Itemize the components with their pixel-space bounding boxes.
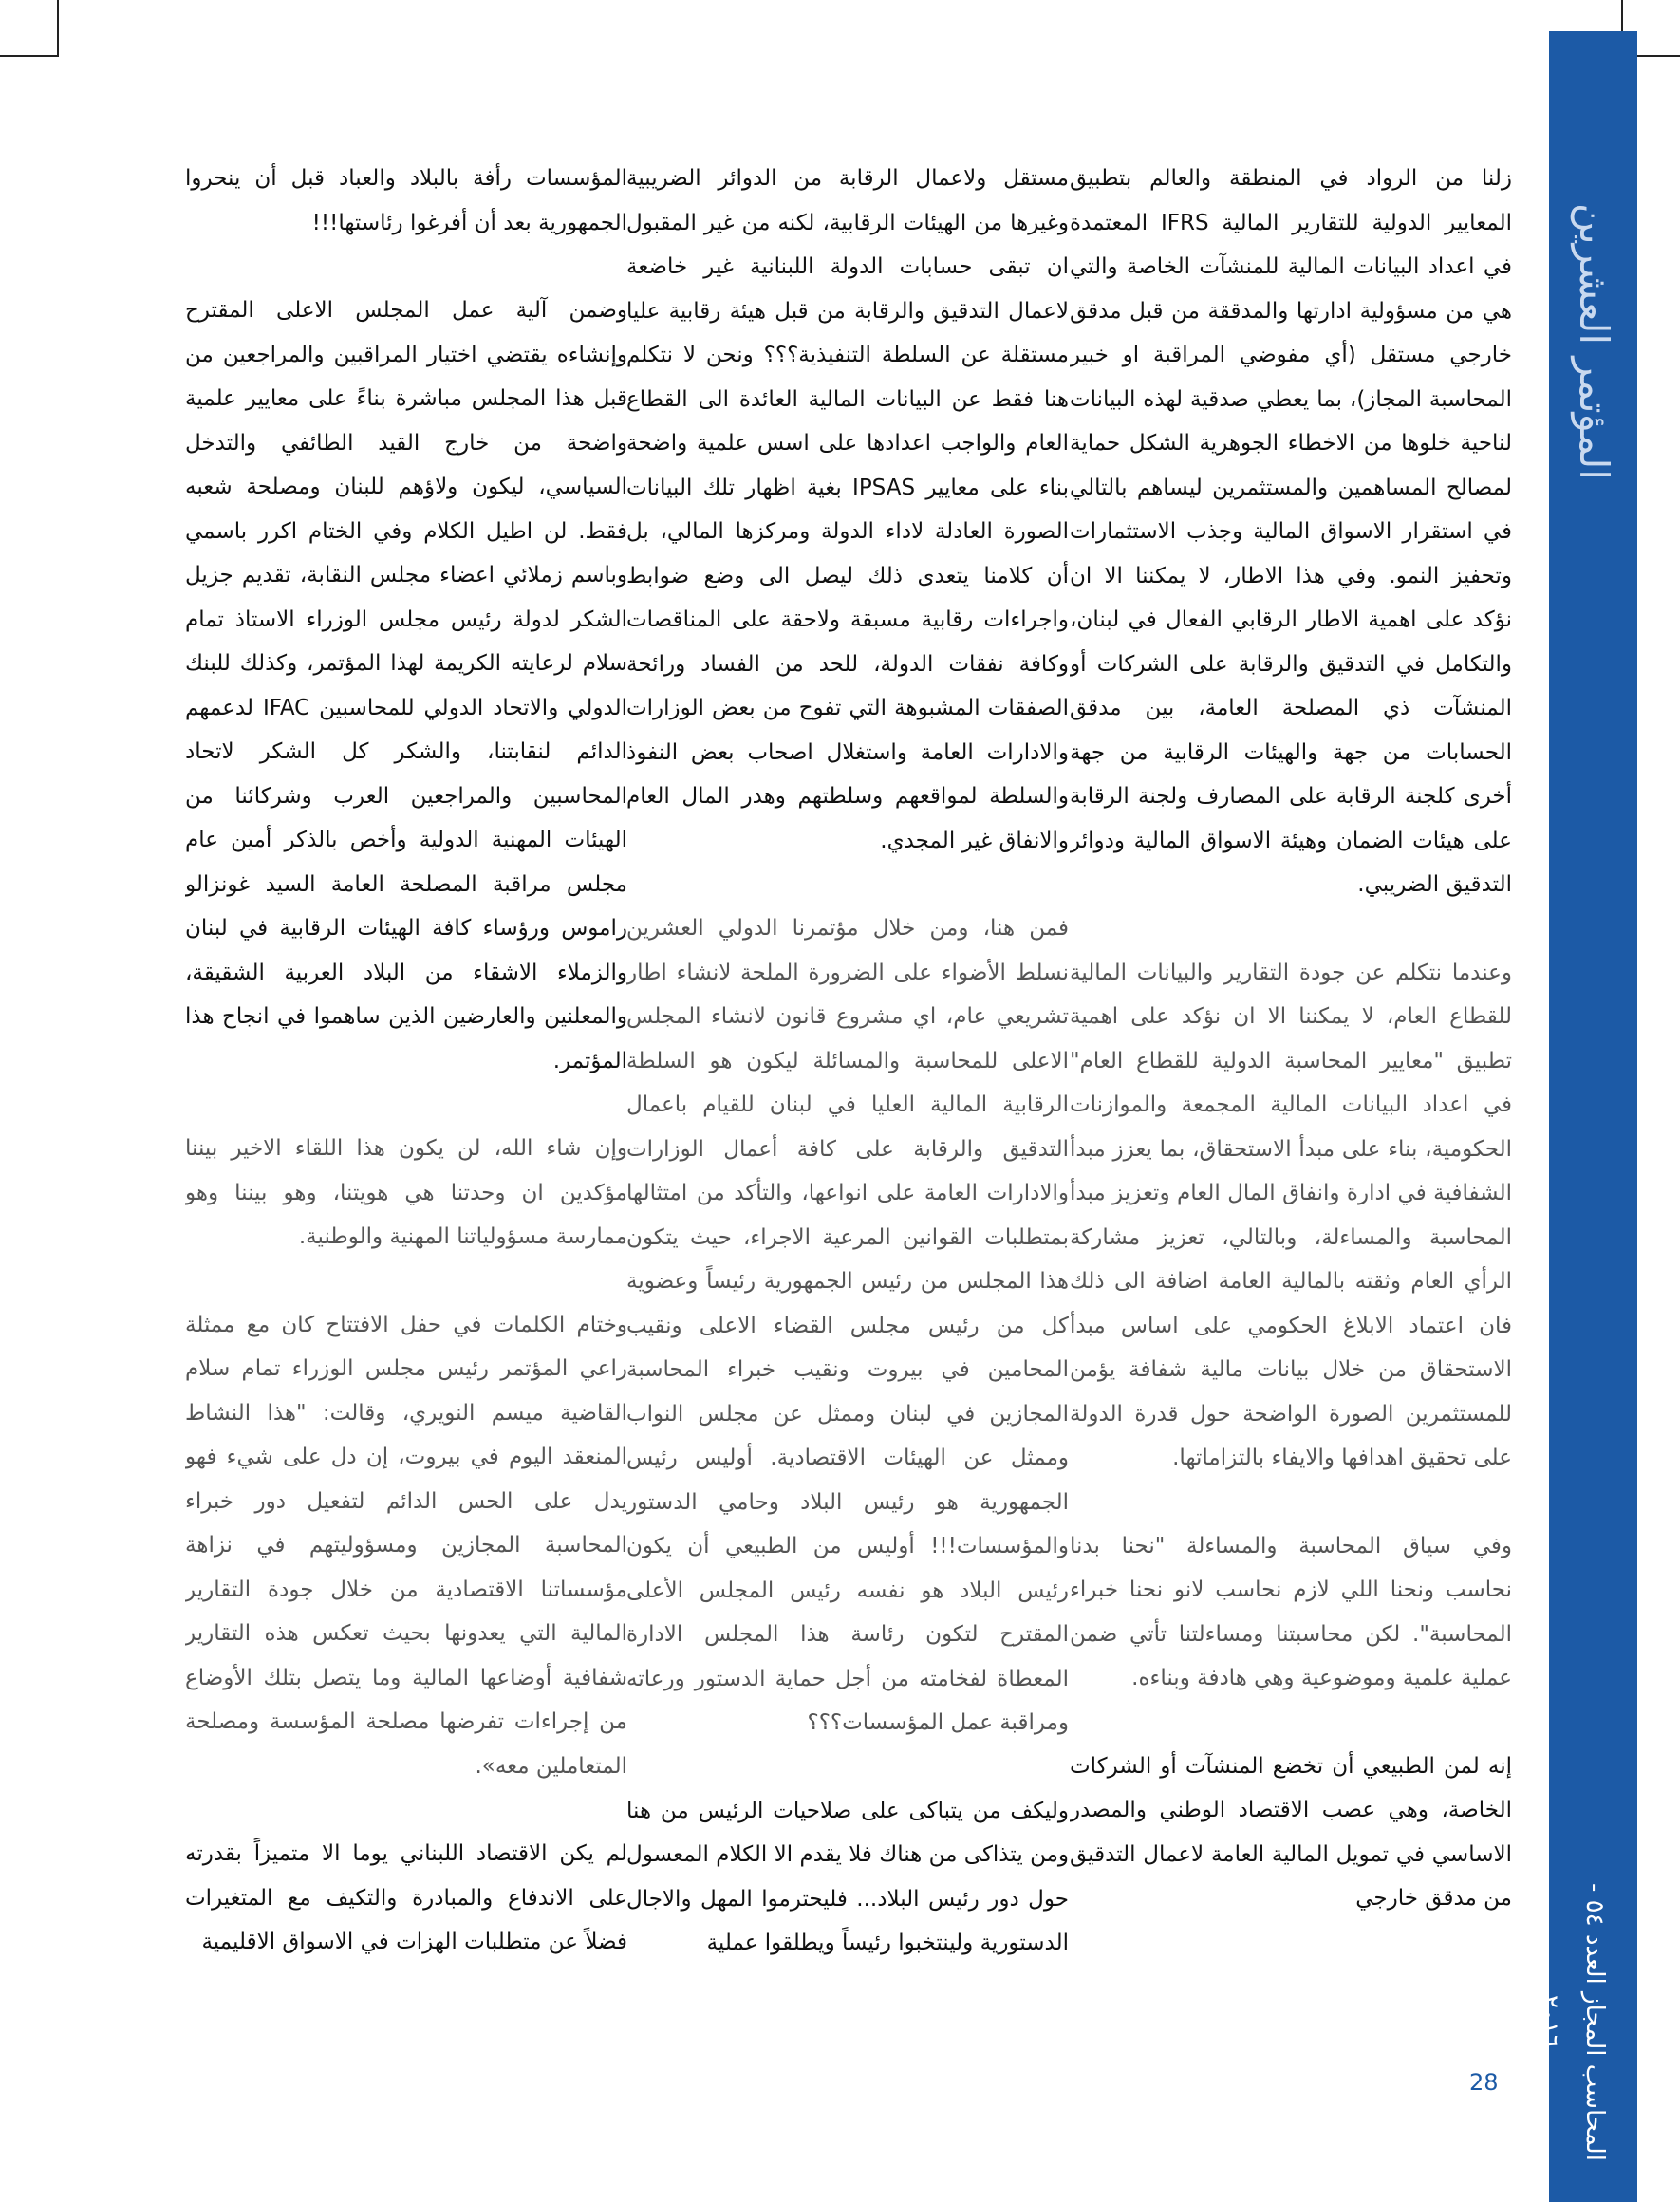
paragraph: مستقل ولاعمال الرقابة من الدوائر الضريبية وغيرها من الهيئات الرقابية، لكنه من غير المقبول ان تبقى حسابات الدولة اللبنانية غير خاضعة لاعمال التدقيق والرقابة من قبل هيئة رقابية عليا مستقلة عن السلطة التنفيذية؟؟؟ ونحن لا نتكلم هنا فقط عن البيانات المالية العائدة الى القطاع العام والواجب اعدادها على اسس علمية واضحة بناء على معايير IPSAS بغية اظهار تلك البيانات الصورة العادلة لاداء الدولة ومركزها المالي، بل أن كلامنا يتعدى ذلك ليصل الى وضع ضوابط واجراءات رقابية مسبقة ولاحقة على المناقصات وكافة نفقات الدولة، للحد من الفساد ورائحة الصفقات المشبوهة التي تفوح من بعض الوزارات والادارات العامة واستغلال اصحاب بعض النفوذ والسلطة لمواقعهم وسلطتهم وهدر المال العام والانفاق غير المجدي. bbox=[626, 166, 1069, 853]
paragraph: وضمن آلية عمل المجلس الاعلى المقترح وإنشاءه يقتضي اختيار المراقبين والمراجعين من قبل هذا المجلس مباشرة بناءً على معايير علمية واضحة من خارج القيد الطائفي والتدخل السياسي، ليكون ولاؤهم للبنان ومصلحة شعبه فقط. لن اطيل الكلام وفي الختام اكرر باسمي وباسم زملائي اعضاء مجلس النقابة، تقديم جزيل الشكر لدولة رئيس مجلس الوزراء الاستاذ تمام سلام لرعايته الكريمة لهذا المؤتمر، وكذلك للبنك الدولي والاتحاد الدولي للمحاسبين IFAC لدعمهم الدائم لنقابتنا، والشكر كل الشكر لاتحاد المحاسبين والمراجعين العرب وشركائنا من الهيئات المهنية الدولية وأخص بالذكر أمين عام مجلس مراقبة المصلحة العامة السيد غونزالو راموس ورؤساء كافة الهيئات الرقابية في لبنان والزملاء الاشقاء من البلاد العربية الشقيقة، والمعلنين والعارضين الذين ساهموا في انجاح هذا المؤتمر. bbox=[185, 298, 627, 1073]
crop-mark-top-right-v bbox=[1621, 0, 1623, 31]
page-number: 28 bbox=[1469, 2069, 1499, 2096]
paragraph: وفي سياق المحاسبة والمساءلة "نحنا بدنا نحاسب ونحنا اللي لازم نحاسب لانو نحنا خبراء المحاسبة". لكن محاسبتنا ومساءلتنا تأتي ضمن عملية علمية وموضوعية وهي هادفة وبناءه. bbox=[1070, 1533, 1512, 1690]
column-middle bbox=[626, 157, 1069, 2055]
crop-mark-top-left-v bbox=[57, 0, 59, 57]
crop-mark-top-left-h bbox=[0, 55, 57, 57]
paragraph: إنه لمن الطبيعي أن تخضع المنشآت أو الشركات الخاصة، وهي عصب الاقتصاد الوطني والمصدر الاساسي في تمويل المالية العامة لاعمال التدقيق من مدقق خارجي bbox=[1070, 1753, 1512, 1911]
paragraph: المؤسسات رأفة بالبلاد والعباد قبل أن ينحروا الجمهورية بعد أن أفرغوا رئاستها!!! bbox=[185, 166, 627, 235]
sidebar-title: المؤتمر العشرين bbox=[1571, 203, 1617, 480]
column-left bbox=[185, 157, 627, 2055]
paragraph: فمن هنا، ومن خلال مؤتمرنا الدولي العشرين نسلط الأضواء على الضرورة الملحة لانشاء اطار تشريعي عام، اي مشروع قانون لانشاء المجلس الاعلى للمحاسبة والمسائلة ليكون هو السلطة الرقابية المالية العليا في لبنان للقيام باعمال التدقيق والرقابة على كافة أعمال الوزارات والادارات العامة على انواعها، والتأكد من امتثالها بمتطلبات القوانين المرعية الاجراء، حيث يتكون هذا المجلس من رئيس الجمهورية رئيساً وعضوية كل من رئيس مجلس القضاء الاعلى ونقيب المحامين في بيروت ونقيب خبراء المحاسبة المجازين في لبنان وممثل عن مجلس النواب وممثل عن الهيئات الاقتصادية. أوليس رئيس الجمهورية هو رئيس البلاد وحامي الدستور والمؤسسات!!! أوليس من الطبيعي أن يكون رئيس البلاد هو نفسه رئيس المجلس الأعلى المقترح لتكون رئاسة هذا المجلس الادارة المعطاة لفخامته من أجل حماية الدستور ورعاته ومراقبة عمل المؤسسات؟؟؟ bbox=[626, 916, 1069, 1735]
paragraph: وعندما نتكلم عن جودة التقارير والبيانات المالية للقطاع العام، لا يمكننا الا ان نؤكد على اهمية تطبيق "معايير المحاسبة الدولية للقطاع العام" في اعداد البيانات المالية المجمعة والموازنات الحكومية، بناء على مبدأ الاستحقاق، بما يعزز مبدأ الشفافية في ادارة وانفاق المال العام وتعزيز مبدأ المحاسبة والمساءلة، وبالتالي، تعزيز مشاركة الرأي العام وثقته بالمالية العامة اضافة الى ذلك فان اعتماد الابلاغ الحكومي على اساس مبدأ الاستحقاق من خلال بيانات مالية شفافة يؤمن للمستثمرين الصورة الواضحة حول قدرة الدولة على تحقيق اهدافها والايفاء بالتزاماتها. bbox=[1070, 960, 1512, 1470]
paragraph: وختام الكلمات في حفل الافتتاح كان مع ممثلة راعي المؤتمر رئيس مجلس الوزراء تمام سلام القاضية ميسم النويري، وقالت: "هذا النشاط المنعقد اليوم في بيروت، إن دل على شيء فهو يدل على الحس الدائم لتفعيل دور خبراء المحاسبة المجازين ومسؤوليتهم في نزاهة مؤسساتنا الاقتصادية من خلال جودة التقارير المالية التي يعدونها بحيث تعكس هذه التقارير شفافية أوضاعها المالية وما يتصل بتلك الأوضاع من إجراءات تفرضها مصلحة المؤسسة ومصلحة المتعاملين معه». bbox=[185, 1312, 627, 1779]
paragraph: وإن شاء الله، لن يكون هذا اللقاء الاخير بيننا مؤكدين ان وحدتنا هي هويتنا، وهو بيننا وهو ممارسة مسؤولياتنا المهنية والوطنية. bbox=[185, 1136, 627, 1249]
crop-mark-top-right-h bbox=[1637, 55, 1680, 57]
paragraph: زلنا من الرواد في المنطقة والعالم بتطبيق المعايير الدولية للتقارير المالية IFRS المعتمدة في اعداد البيانات المالية للمنشآت الخاصة والتي هي من مسؤولية ادارتها والمدققة من قبل مدقق خارجي مستقل (أي مفوضي المراقبة او خبير المحاسبة المجاز)، بما يعطي صدقية لهذه البيانات لناحية خلوها من الاخطاء الجوهرية الشكل حماية لمصالح المساهمين والمستثمرين ليساهم بالتالي في استقرار الاسواق المالية وجذب الاستثمارات وتحفيز النمو. وفي هذا الاطار، لا يمكننا الا ان نؤكد على اهمية الاطار الرقابي الفعال في لبنان، والتكامل في التدقيق والرقابة على الشركات أو المنشآت ذي المصلحة العامة، بين مدقق الحسابات من جهة والهيئات الرقابية من جهة أخرى كلجنة الرقابة على المصارف ولجنة الرقابة على هيئات الضمان وهيئة الاسواق المالية ودوائر التدقيق الضريبي. bbox=[1070, 166, 1512, 897]
paragraph: لم يكن الاقتصاد اللبناني يوما الا متميزاً بقدرته على الاندفاع والمبادرة والتكيف مع المتغيرات فضلاً عن متطلبات الهزات في الاسواق الاقليمية bbox=[185, 1841, 627, 1954]
paragraph: وليكف من يتباكى على صلاحيات الرئيس من هنا ومن يتذاكى من هناك فلا يقدم الا الكلام المعسول حول دور رئيس البلاد... فليحترموا المهل والاجال الدستورية ولينتخبوا رئيساً ويطلقوا عملية bbox=[626, 1798, 1069, 1955]
column-right bbox=[1070, 157, 1512, 2055]
sidebar-footer: المحاسب المجاز العدد ٥٤ - ٢٠١٦ bbox=[1535, 1882, 1609, 2161]
